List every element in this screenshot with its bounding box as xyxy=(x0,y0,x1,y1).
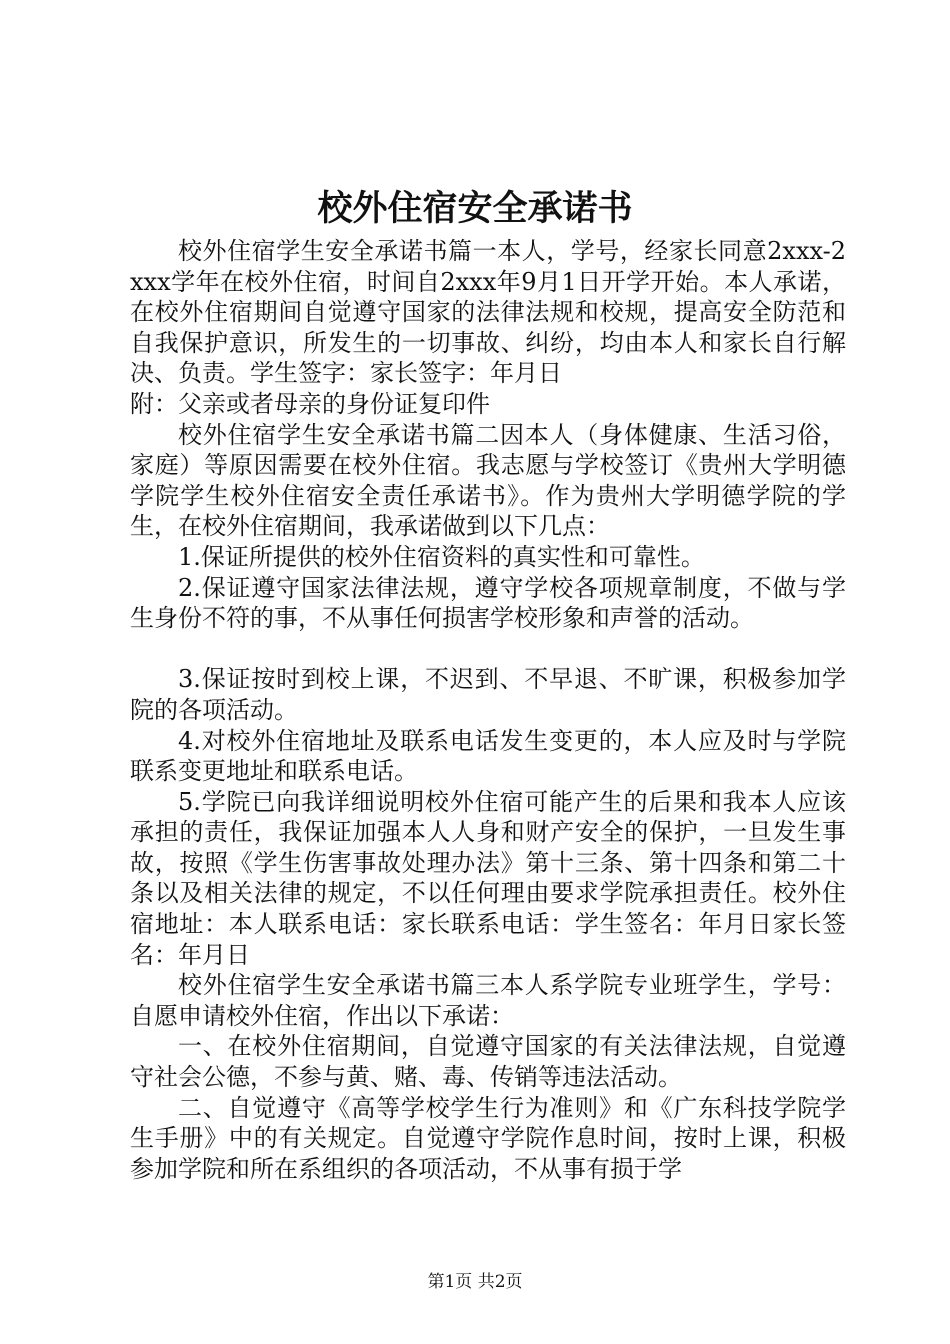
paragraph-9: 校外住宿学生安全承诺书篇三本人系学院专业班学生，学号：自愿申请校外住宿，作出以下承诺： xyxy=(130,971,846,1030)
paragraph-2: 附：父亲或者母亲的身份证复印件 xyxy=(130,389,490,418)
page-number: 第1页 共2页 xyxy=(427,1272,523,1292)
paragraph-1: 校外住宿学生安全承诺书篇一本人，学号，经家长同意2xxx-2xxx学年在校外住宿，时间自2xxx年9月1日开学开始。本人承诺，在校外住宿期间自觉遵守国家的法律法规和校规，提高安全防范和自我保护意识，所发生的一切事故、纠纷，均由本人和家长自行解决、负责。学生签字：家长签字：年月日 xyxy=(130,237,846,388)
paragraph-8: 5.学院已向我详细说明校外住宿可能产生的后果和我本人应该承担的责任，我保证加强本人人身和财产安全的保护，一旦发生事故，按照《学生伤害事故处理办法》第十三条、第十四条和第二十条以及相关法律的规定，不以任何理由要求学院承担责任。校外住宿地址：本人联系电话：家长联系电话：学生签名：年月日家长签名：年月日 xyxy=(130,787,846,969)
paragraph-5: 2.保证遵守国家法律法规，遵守学校各项规章制度，不做与学生身份不符的事，不从事任何损害学校形象和声誉的活动。 xyxy=(130,573,846,633)
paragraph-4: 1.保证所提供的校外住宿资料的真实性和可靠性。 xyxy=(178,542,705,571)
document-title: 校外住宿安全承诺书 xyxy=(317,188,633,229)
paragraph-10: 一、在校外住宿期间，自觉遵守国家的有关法律法规，自觉遵守社会公德，不参与黄、赌、毒、传销等违法活动。 xyxy=(130,1032,846,1092)
paragraph-6: 3.保证按时到校上课，不迟到、不早退、不旷课，积极参加学院的各项活动。 xyxy=(130,665,846,724)
paragraph-3: 校外住宿学生安全承诺书篇二因本人（身体健康、生活习俗，家庭）等原因需要在校外住宿。我志愿与学校签订《贵州大学明德学院学生校外住宿安全责任承诺书》。作为贵州大学明德学院的学生，在校外住宿期间，我承诺做到以下几点： xyxy=(130,420,846,541)
document-body xyxy=(130,236,846,1184)
paragraph-7: 4.对校外住宿地址及联系电话发生变更的，本人应及时与学院联系变更地址和联系电话。 xyxy=(130,726,846,786)
paragraph-11: 二、自觉遵守《高等学校学生行为准则》和《广东科技学院学生手册》中的有关规定。自觉遵守学院作息时间，按时上课，积极参加学院和所在系组织的各项活动，不从事有损于学 xyxy=(130,1093,846,1183)
